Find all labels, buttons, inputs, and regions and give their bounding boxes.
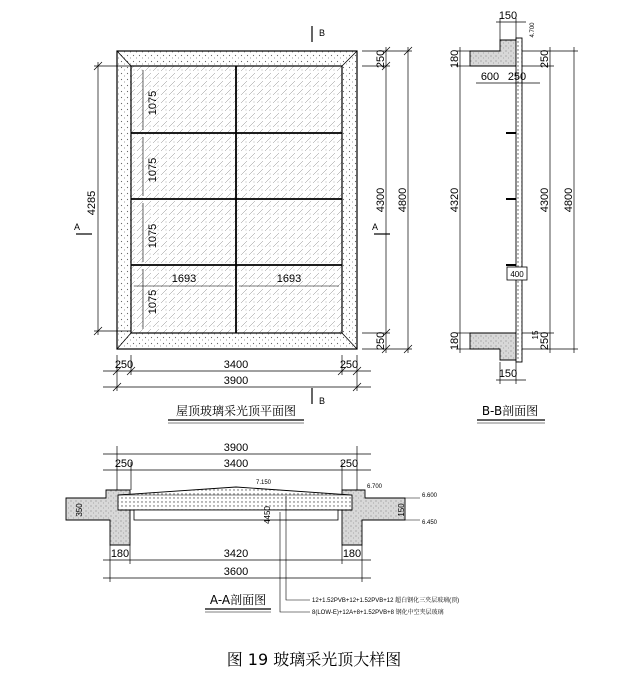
aa-dim-top-right: 250 — [339, 458, 359, 470]
panel-label-2: 1075 — [147, 157, 159, 183]
aa-elev-ridge: 7.150 — [256, 480, 272, 486]
section-mark-a-right-label: A — [372, 222, 379, 232]
plan-dim-bottom-center: 3400 — [223, 359, 249, 371]
plan-dim-right-top: 250 — [375, 49, 387, 69]
bb-dim-top-width: 150 — [498, 10, 518, 22]
aa-elev-6700: 6.700 — [367, 484, 383, 490]
bb-dim-top-left: 180 — [449, 49, 461, 69]
panel-label-1: 1075 — [147, 90, 159, 116]
aa-dim-top-left: 250 — [114, 458, 134, 470]
bb-dim-bottom-right: 250 — [539, 331, 551, 351]
aa-dim-bottom-right: 180 — [342, 548, 362, 560]
plan-title: 屋顶玻璃采光顶平面图 — [175, 404, 297, 418]
bb-dim-bottom-small: 15 — [531, 330, 540, 340]
plan-dim-right-bottom: 250 — [375, 331, 387, 351]
section-aa-view — [66, 442, 459, 616]
plan-dim-right-overall: 4800 — [397, 187, 409, 213]
bb-dim-top-600: 600 — [480, 71, 500, 83]
aa-dim-bottom-overall: 3600 — [223, 566, 249, 578]
section-bb-view — [449, 10, 578, 423]
aa-dim-bottom-left: 180 — [110, 548, 130, 560]
bb-dim-top-250: 250 — [507, 71, 527, 83]
bb-title: B-B剖面图 — [481, 404, 539, 418]
aa-elev-6600: 6.600 — [422, 493, 438, 499]
section-mark-b-bottom-label: B — [319, 396, 326, 406]
aa-side-dim-right: 150 — [397, 503, 406, 517]
panel-label-3: 1075 — [147, 223, 159, 249]
panel-label-5: 1693 — [171, 273, 197, 285]
aa-note-lowe: 8(LOW-E)+12A+8+1.52PVB+8 钢化中空夹层玻璃 — [312, 610, 444, 616]
bb-dim-mid-left: 4320 — [449, 187, 461, 213]
panel-label-6: 1693 — [276, 273, 302, 285]
plan-dim-bottom-left: 250 — [114, 359, 134, 371]
aa-side-dim-center: 4450 — [263, 506, 272, 524]
bb-mullion-ticks — [506, 133, 516, 265]
plan-dim-bottom-overall: 3900 — [223, 375, 249, 387]
aa-side-dim-left: 350 — [75, 503, 84, 517]
bb-dim-mid-right: 4300 — [539, 187, 551, 213]
aa-dim-top-overall: 3900 — [223, 442, 249, 454]
bb-dim-bottom-width: 150 — [498, 368, 518, 380]
panel-label-4: 1075 — [147, 289, 159, 315]
plan-dim-left: 4285 — [86, 190, 98, 216]
aa-title: A-A剖面图 — [209, 593, 267, 607]
bb-label-box: 400 — [510, 270, 524, 279]
plan-dim-right-center: 4300 — [375, 187, 387, 213]
section-mark-a-left-label: A — [74, 222, 81, 232]
aa-dim-bottom-center: 3420 — [223, 548, 249, 560]
bb-dim-top-right: 250 — [539, 49, 551, 69]
section-mark-b-top-label: B — [319, 28, 326, 38]
aa-elev-6450: 6.450 — [422, 520, 438, 526]
plan-dim-bottom-right: 250 — [339, 359, 359, 371]
bb-top-note: 4.700 — [530, 22, 536, 38]
aa-dim-top-center: 3400 — [223, 458, 249, 470]
aa-note-glass: 12+1.52PVB+12+1.52PVB+12 超白钢化三夹层玻璃(顶) — [312, 598, 460, 604]
plan-view — [74, 26, 412, 423]
figure-caption: 图 19 玻璃采光顶大样图 — [226, 650, 402, 669]
bb-dim-bottom-left: 180 — [449, 331, 461, 351]
bb-dim-overall-right: 4800 — [563, 187, 575, 213]
